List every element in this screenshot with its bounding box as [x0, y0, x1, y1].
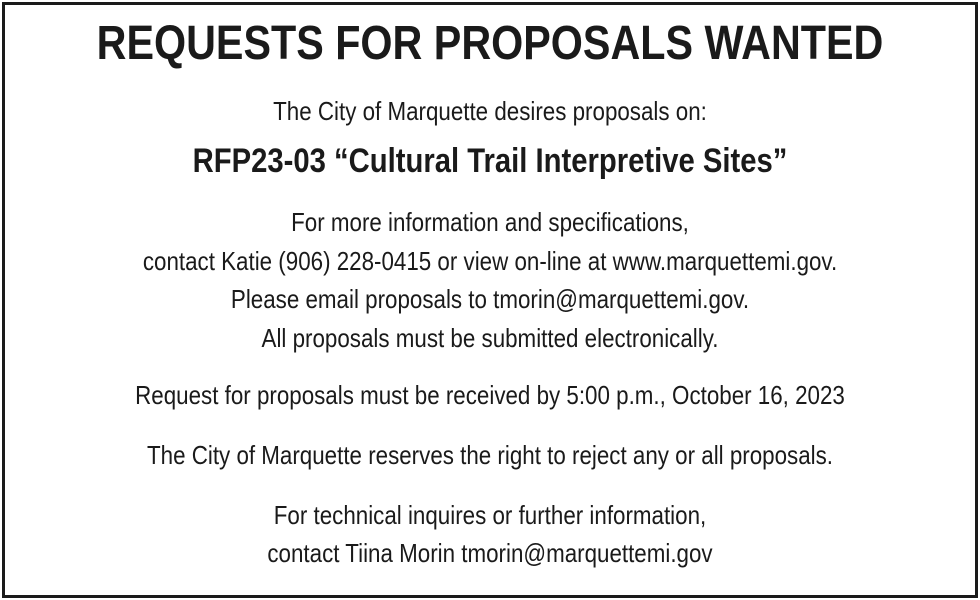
notice-headline: REQUESTS FOR PROPOSALS WANTED	[96, 17, 884, 70]
info-paragraph	[69, 203, 912, 357]
technical-contact	[69, 496, 912, 572]
reservation-text: The City of Marquette reserves the right to reject any or all proposals.	[146, 440, 834, 470]
info-line: For more information and specifications,	[291, 207, 689, 237]
info-line: All proposals must be submitted electronically.	[261, 322, 719, 353]
info-line: Please email proposals to tmorin@marquettemi.gov.	[230, 284, 750, 314]
notice-intro: The City of Marquette desires proposals on:	[273, 96, 707, 126]
rfp-title: RFP23-03 “Cultural Trail Interpretive Sites”	[192, 142, 788, 180]
deadline-text: Request for proposals must be received by 5:00 p.m., October 16, 2023	[135, 380, 845, 410]
technical-line: contact Tiina Morin tmorin@marquettemi.gov	[267, 538, 713, 568]
info-line: contact Katie (906) 228-0415 or view on-line at www.marquettemi.gov.	[142, 245, 838, 276]
technical-line: For technical inquires or further information,	[273, 500, 707, 530]
